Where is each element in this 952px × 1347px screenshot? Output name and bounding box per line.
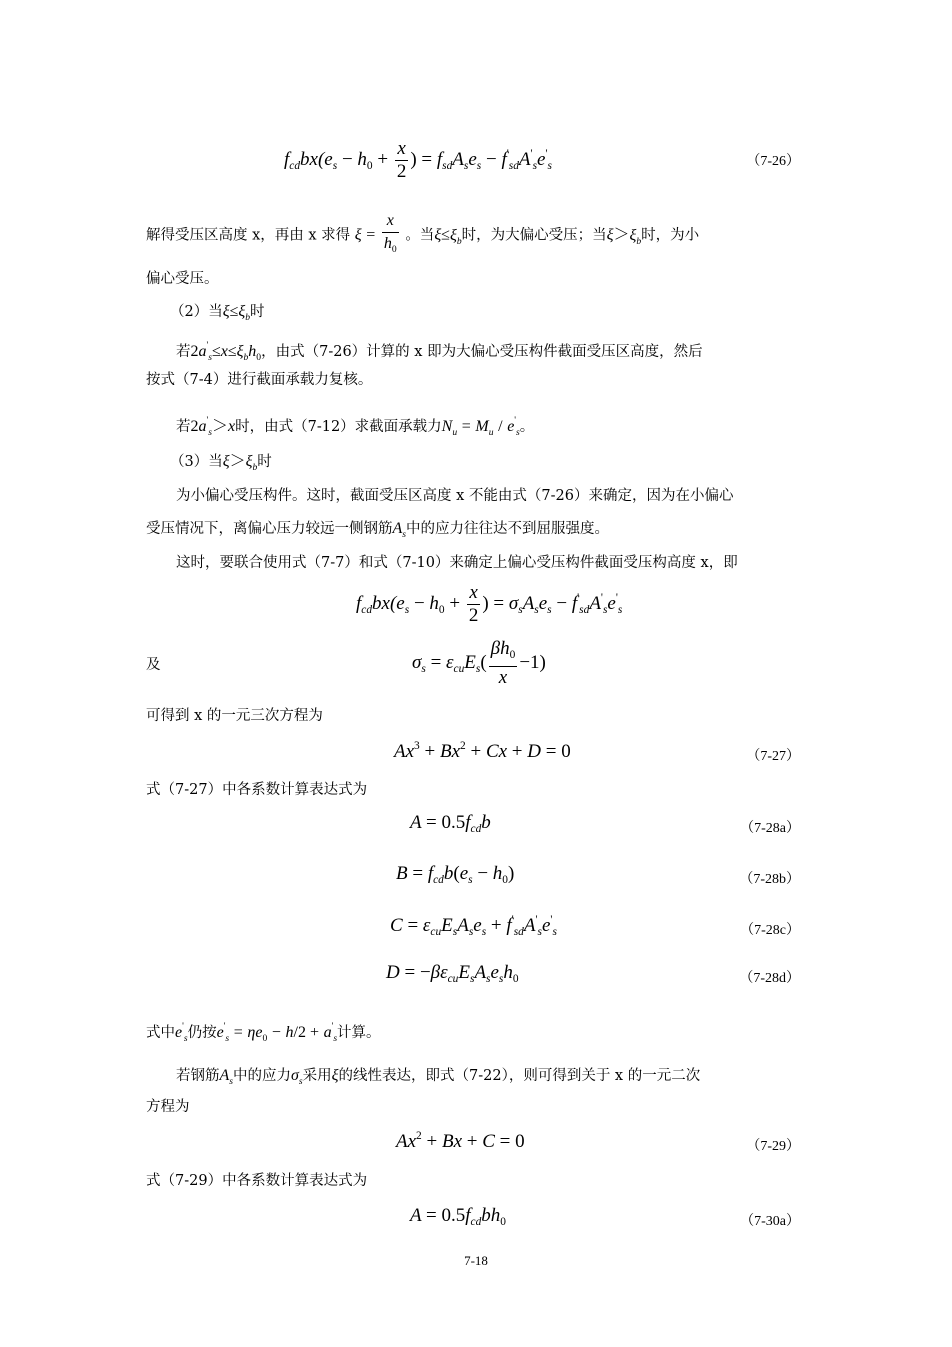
text-span: 若 — [176, 419, 191, 435]
text-span: 中的应力往往达不到屈服强度。 — [406, 521, 610, 537]
text-span: 时，由式（7-12）求截面承载力 — [235, 419, 442, 435]
paragraph: 式中$e'_s$仍按$e'_s = \eta e_0 - h/2 + a'_s$计算。 — [146, 1021, 381, 1044]
text-span: 解得受压区高度 x，再由 x 求得 — [146, 227, 351, 244]
paragraph: 解得受压区高度 x，再由 x 求得 ξ = $\frac{x}{h_0}$ 。当$\xi\le\xi_b$时，为大偏心受压；当$\xi>\xi_b$时，为小 — [146, 212, 700, 255]
equation-7-29: Ax$^2$ + Bx + C = 0 — [396, 1130, 525, 1152]
text-span: （2）当 — [170, 304, 223, 320]
equation-number: （7-28c） — [740, 923, 800, 938]
text-span: 采用 — [302, 1068, 332, 1084]
equation-steel-stress: $\sigma_s = \varepsilon_{cu}E_s$( $\frac{\beta h_0}{x}$ −1) — [412, 638, 546, 688]
paragraph: 方程为 — [146, 1099, 190, 1115]
equation-number: （7-28a） — [740, 821, 800, 836]
text-span: ，由式（7-26）计算的 x 即为大偏心受压构件截面受压区高度，然后 — [261, 344, 703, 360]
text-span: （3）当 — [170, 454, 223, 470]
equation-7-28d: $D = -\beta\varepsilon_{cu}E_sA_se_sh_0$ — [386, 962, 519, 985]
text-span: 中的应力 — [233, 1068, 292, 1084]
text-span: 计算。 — [337, 1025, 381, 1041]
paragraph: 可得到 x 的一元三次方程为 — [146, 708, 323, 724]
equation-number: （7-30a） — [740, 1214, 800, 1229]
equation-7-26: $f_{cd}bx(e_s - h_0$ + $\frac{x}{2}$ ) = $f_{sd}A_se_s - f'_{sd}A'_se'_s$ — [284, 138, 552, 182]
paragraph: 若钢筋$A_s$中的应力$\sigma_s$采用ξ的线性表达，即式（7-22），则可得到关于 x 的一元二次 — [176, 1067, 701, 1087]
text-span: 式中 — [146, 1025, 175, 1041]
paragraph: 式（7-29）中各系数计算表达式为 — [146, 1173, 368, 1189]
equation-number: （7-26） — [746, 154, 800, 169]
text-span: 时 — [257, 454, 272, 470]
text-span: 若 — [176, 344, 191, 360]
equation-7-28a: $A = 0.5f_{cd}b$ — [410, 812, 491, 835]
equation-7-30a: $A = 0.5f_{cd}bh_0$ — [410, 1205, 506, 1228]
equation-number: （7-28d） — [739, 971, 800, 986]
equation-number: （7-27） — [746, 749, 800, 764]
paragraph: 为小偏心受压构件。这时，截面受压区高度 x 不能由式（7-26）来确定，因为在小偏心 — [176, 488, 734, 504]
text-span: 时 — [250, 304, 265, 320]
paragraph: 偏心受压。 — [146, 271, 219, 287]
paragraph: 这时，要联合使用式（7-7）和式（7-10）来确定上偏心受压构件截面受压构高度 x，即 — [176, 555, 738, 571]
equation-7-28b: $B = f_{cd}b(e_s - h_0)$ — [396, 863, 515, 886]
text-span: 的线性表达，即式（7-22），则可得到关于 x 的一元二次 — [338, 1068, 701, 1084]
equation-stress-balance: $f_{cd}bx(e_s - h_0$ + $\frac{x}{2}$ ) = $\sigma_sA_se_s - f'_{sd}A'_se'_s$ — [356, 582, 623, 626]
text-span: 受压情况下，离偏心压力较远一侧钢筋 — [146, 521, 393, 537]
equation-7-28c: $C = \varepsilon_{cu}E_sA_se_s + f'_{sd}A'_se'_s$ — [390, 914, 557, 938]
paragraph: 及 — [146, 657, 161, 673]
equation-7-27: $Ax^3 + Bx^2 + Cx + D = 0$ — [394, 740, 571, 762]
paragraph: （3）当$\xi>\xi_b$时 — [170, 453, 272, 473]
text-span: 时，为小 — [641, 227, 700, 244]
paragraph: 式（7-27）中各系数计算表达式为 — [146, 782, 368, 798]
equation-number: （7-29） — [746, 1139, 800, 1154]
text-span: 。 — [519, 419, 535, 435]
paragraph: 若$2a'_s>x$时，由式（7-12）求截面承载力$N_u = M_u / e'_s$。 — [176, 415, 535, 438]
paragraph: 若$2a'_s\le x\le\xi_bh_0$，由式（7-26）计算的 x 即为大偏心受压构件截面受压区高度，然后 — [176, 340, 703, 363]
equation-number: （7-28b） — [739, 872, 800, 887]
paragraph: （2）当$\xi\le\xi_b$时 — [170, 303, 265, 323]
paragraph: 受压情况下，离偏心压力较远一侧钢筋$A_s$中的应力往往达不到屈服强度。 — [146, 520, 610, 540]
page-number: 7-18 — [464, 1253, 488, 1268]
text-span: 仍按 — [187, 1025, 217, 1041]
paragraph: 按式（7-4）进行截面承载力复核。 — [146, 372, 373, 388]
text-span: 时，为大偏心受压；当 — [461, 227, 607, 244]
text-span: 若钢筋 — [176, 1068, 220, 1084]
text-span: 。当 — [405, 227, 435, 244]
